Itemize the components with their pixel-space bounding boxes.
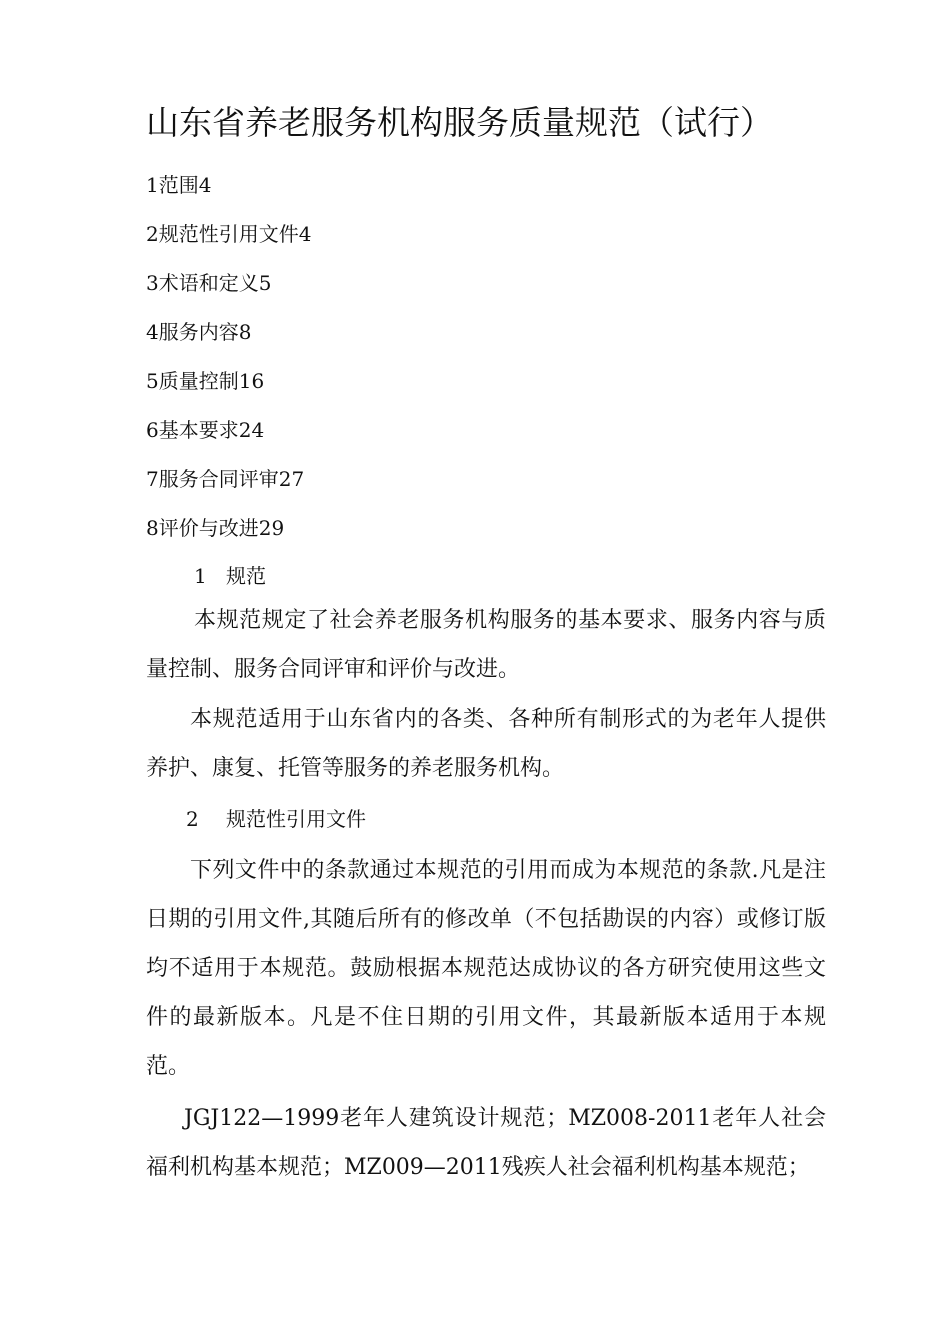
section-heading-scope: [194, 561, 266, 591]
toc-entry-label: 5质量控制: [146, 369, 239, 393]
toc-entry-label: 7服务合同评审: [146, 467, 279, 491]
toc-entry-page: 16: [238, 369, 265, 393]
body-paragraph: 本规范规定了社会养老服务机构服务的基本要求、服务内容与质量控制、服务合同评审和评价与改进。: [146, 608, 826, 682]
toc-entry-page: 5: [258, 271, 272, 295]
document-title: 山东省养老服务机构服务质量规范（试行）: [146, 103, 773, 142]
toc-entry-page: 27: [278, 467, 305, 491]
toc-entry[interactable]: [146, 317, 311, 366]
toc-entry-label: 6基本要求: [146, 418, 239, 442]
toc-entry[interactable]: [146, 464, 311, 513]
toc-entry-page: 29: [258, 516, 285, 540]
toc-entry-label: 3术语和定义: [146, 271, 259, 295]
toc-entry[interactable]: [146, 513, 311, 562]
toc-entry-page: 4: [298, 222, 312, 246]
toc-entry-label: 4服务内容: [146, 320, 239, 344]
section-heading-references: [186, 804, 366, 834]
toc-entry[interactable]: [146, 268, 311, 317]
toc-entry-label: 8评价与改进: [146, 516, 259, 540]
body-paragraph: JGJ122—1999老年人建筑设计规范；MZ008-2011老年人社会福利机构基本规范；MZ009—2011残疾人社会福利机构基本规范；: [146, 1106, 826, 1180]
toc-entry[interactable]: [146, 366, 311, 415]
section-number: 2: [186, 807, 199, 831]
toc-entry-page: 24: [238, 418, 265, 442]
toc-entry[interactable]: [146, 219, 311, 268]
section-title: 规范: [226, 564, 266, 588]
toc-entry[interactable]: [146, 170, 311, 219]
toc-entry[interactable]: [146, 415, 311, 464]
toc-entry-label: 1范围: [146, 173, 199, 197]
section-title: 规范性引用文件: [226, 807, 366, 831]
body-paragraph: 下列文件中的条款通过本规范的引用而成为本规范的条款.凡是注日期的引用文件,其随后所有的修改单（不包括勘误的内容）或修订版均不适用于本规范。鼓励根据本规范达成协议的各方研究使用这些文件的最新版本。凡是不住日期的引用文件，其最新版本适用于本规范。: [146, 858, 826, 1079]
toc-entry-page: 8: [238, 320, 252, 344]
body-paragraph: 本规范适用于山东省内的各类、各种所有制形式的为老年人提供养护、康复、托管等服务的养老服务机构。: [146, 707, 826, 781]
toc-entry-page: 4: [198, 173, 212, 197]
table-of-contents: [146, 170, 311, 562]
toc-entry-label: 2规范性引用文件: [146, 222, 299, 246]
section-number: 1: [194, 564, 207, 588]
